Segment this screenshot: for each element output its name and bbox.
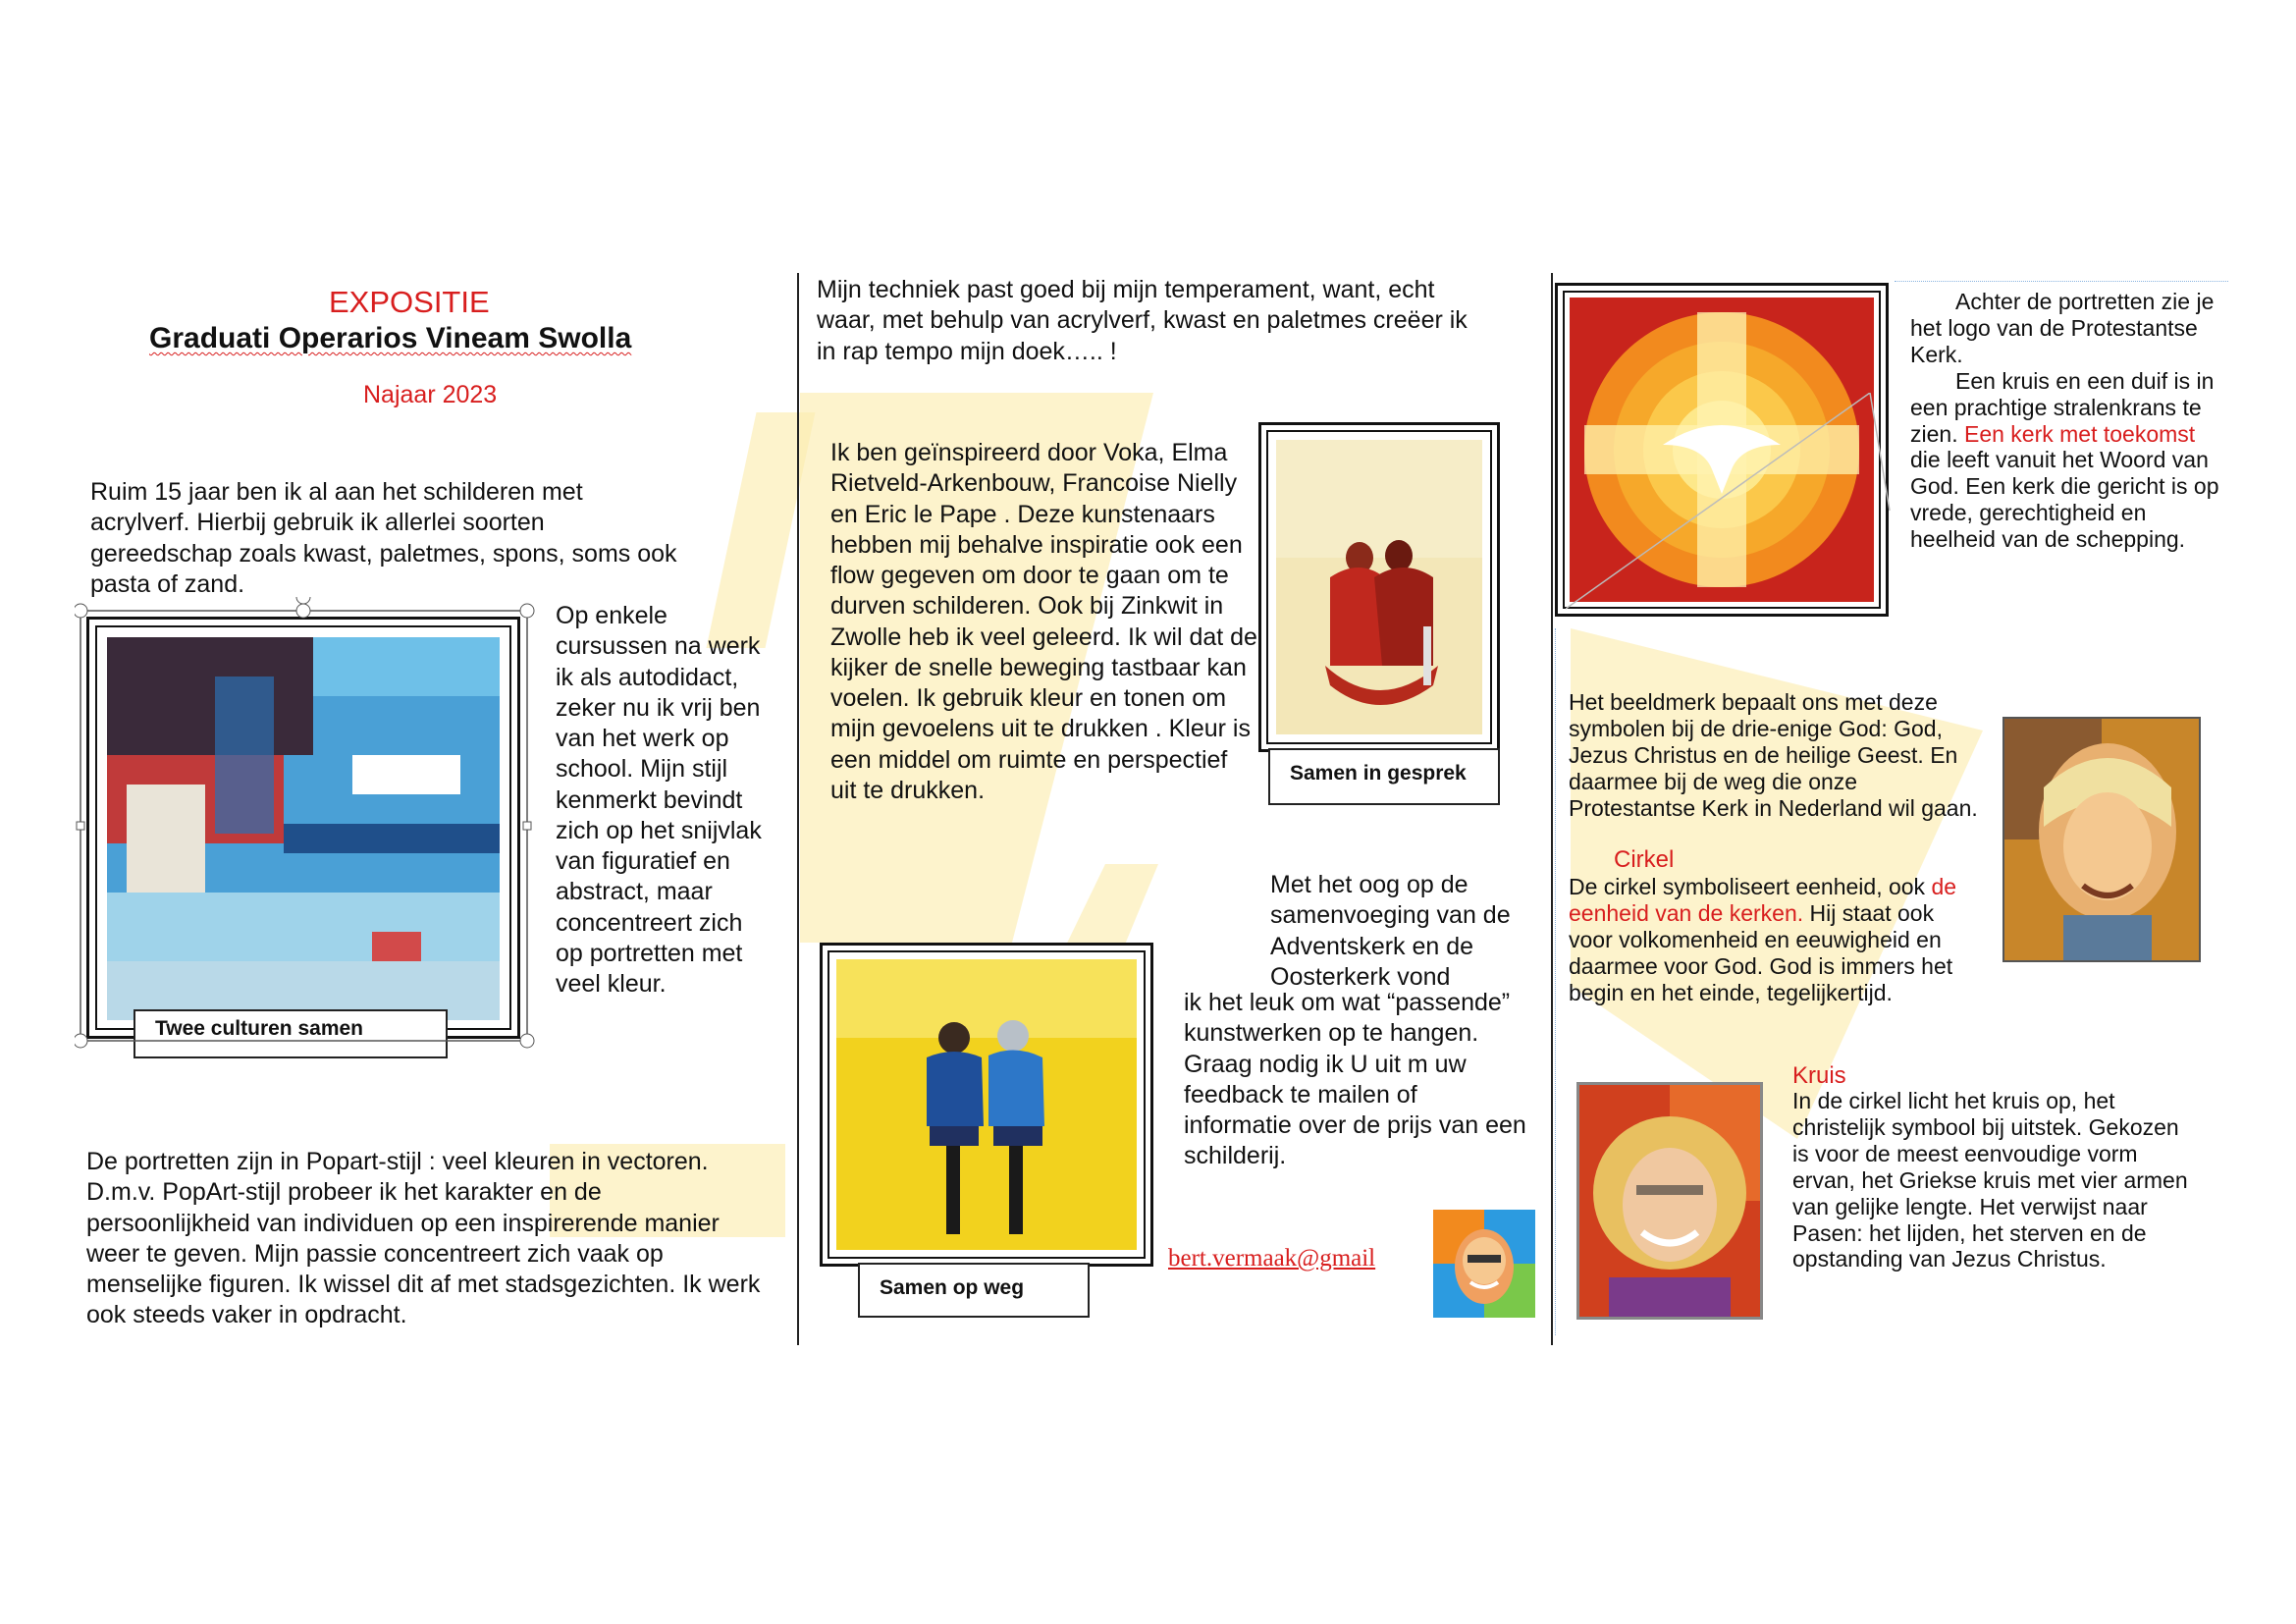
portrait-woman-1: [2004, 719, 2199, 960]
logo-paragraph-red: Een kerk met toekomst: [1963, 420, 2196, 447]
beeldmerk-paragraph: Het beeldmerk bepaalt ons met deze symbolen bij de drie-enige God: God, Jezus Christus en de heilige Geest. En daarmee bij de weg die onze Protestantse Kerk in Nederland wil gaan.: [1569, 689, 1978, 821]
church-paragraph-a: Met het oog op de samenvoeging van de Adventskerk en de Oosterkerk vond: [1270, 871, 1511, 991]
kruis-heading: Kruis: [1792, 1062, 1846, 1089]
logo-paragraph-a: Achter de portretten zie je het logo van de Protestantse Kerk.: [1910, 289, 2215, 367]
painting-samen-op-weg-frame: [820, 943, 1153, 1267]
logo-paragraph-c: die leeft vanuit het Woord van God. Een kerk die gericht is op vrede, gerechtigheid en heelheid van de schepping.: [1910, 447, 2219, 553]
caption-twee-culturen: Twee culturen samen: [133, 1009, 448, 1058]
column-divider-right: [1551, 273, 1553, 1345]
painting-samen-in-gesprek-frame: [1258, 422, 1500, 752]
cirkel-paragraph-red: de eenheid van de kerken.: [1569, 874, 1957, 926]
cirkel-paragraph: [1569, 874, 1961, 1006]
cirkel-paragraph-b: Hij staat ook voor volkomenheid en eeuwigheid en daarmee voor God. God is immers het begin en het einde, tegelijkertijd.: [1569, 899, 1953, 1005]
cirkel-heading: Cirkel: [1614, 846, 1675, 873]
portrait-woman-1-frame: [2002, 717, 2201, 962]
caption-samen-op-weg: Samen op weg: [858, 1263, 1090, 1318]
selection-handles: [75, 597, 536, 1049]
column-divider-left: [797, 273, 799, 1345]
intro-paragraph: Ruim 15 jaar ben ik al aan het schilderen met acrylverf. Hierbij gebruik ik allerlei soorten gereedschap zoals kwast, paletmes, spons, soms ook pasta of zand.: [90, 478, 677, 598]
caption-samen-in-gesprek: Samen in gesprek: [1268, 748, 1500, 805]
logo-paragraph: [1910, 289, 2224, 553]
painting-samen-in-gesprek: [1276, 440, 1482, 734]
painting-samen-op-weg: [836, 959, 1137, 1250]
logo-paragraph-b: Een kruis en een duif is in een prachtige stralenkrans te zien.: [1910, 367, 2215, 447]
season-label: Najaar 2023: [363, 381, 498, 408]
col3-top-rule: [1895, 281, 2228, 282]
portrait-woman-2-frame: [1576, 1082, 1763, 1320]
page-title: Graduati Operarios Vineam Swolla: [149, 322, 632, 354]
kruis-paragraph: In de cirkel licht het kruis op, het christelijk symbool bij uitstek. Gekozen is voor de meest eenvoudige vorm ervan, het Griekse kruis met vier armen van gelijke lengte. Het verwijst naar Pasen: het lijden, het sterven en de opstanding van Jezus Christus.: [1792, 1088, 2188, 1272]
technique-paragraph: Mijn techniek past goed bij mijn temperament, want, echt waar, met behulp van acrylverf, kwast en paletmes creëer ik in rap tempo mijn doek….. !: [817, 276, 1468, 365]
inspiration-paragraph: Ik ben geïnspireerd door Voka, Elma Rietveld-Arkenbouw, Francoise Nielly en Eric le Pape . Deze kunstenaars hebben mij behalve inspiratie ook een flow gegeven om door te gaan om te durven schilderen. Ook bij Zinkwit in Zwolle heb ik veel geleerd. Ik wil dat de kijker de snelle beweging tastbaar kan voelen. Ik gebruik kleur en tonen om mijn gevoelens uit te drukken . Kleur is een middel om ruimte en perspectief uit te drukken.: [830, 439, 1257, 804]
email-link[interactable]: bert.vermaak@gmail: [1168, 1245, 1376, 1272]
decorative-lines: [1566, 393, 1899, 648]
cirkel-paragraph-a: De cirkel symboliseert eenheid, ook: [1569, 874, 1926, 899]
side-paragraph: Op enkele cursussen na werk ik als autodidact, zeker nu ik vrij ben van het werk op school. Mijn stijl kenmerkt bevindt zich op het snijvlak van figuratief en abstract, maar concentreert zich op portretten met veel kleur.: [556, 602, 762, 998]
artist-portrait-avatar: [1433, 1210, 1535, 1318]
col3-left-rule: [1555, 628, 1556, 1335]
church-paragraph-b: ik het leuk om wat “passende” kunstwerken op te hangen. Graag nodig ik U uit m uw feedback te mailen of informatie over de prijs van een schilderij.: [1184, 989, 1526, 1170]
exhibition-label: EXPOSITIE: [329, 285, 490, 319]
popart-paragraph: De portretten zijn in Popart-stijl : veel kleuren in vectoren. D.m.v. PopArt-stijl probeer ik het karakter en de persoonlijkheid van individuen op een inspirerende manier weer te geven. Mijn passie concentreert zich vaak op menselijke figuren. Ik wissel dit af met stadsgezichten. Ik werk ook steeds vaker in opdracht.: [86, 1148, 761, 1329]
portrait-woman-2: [1579, 1085, 1760, 1317]
